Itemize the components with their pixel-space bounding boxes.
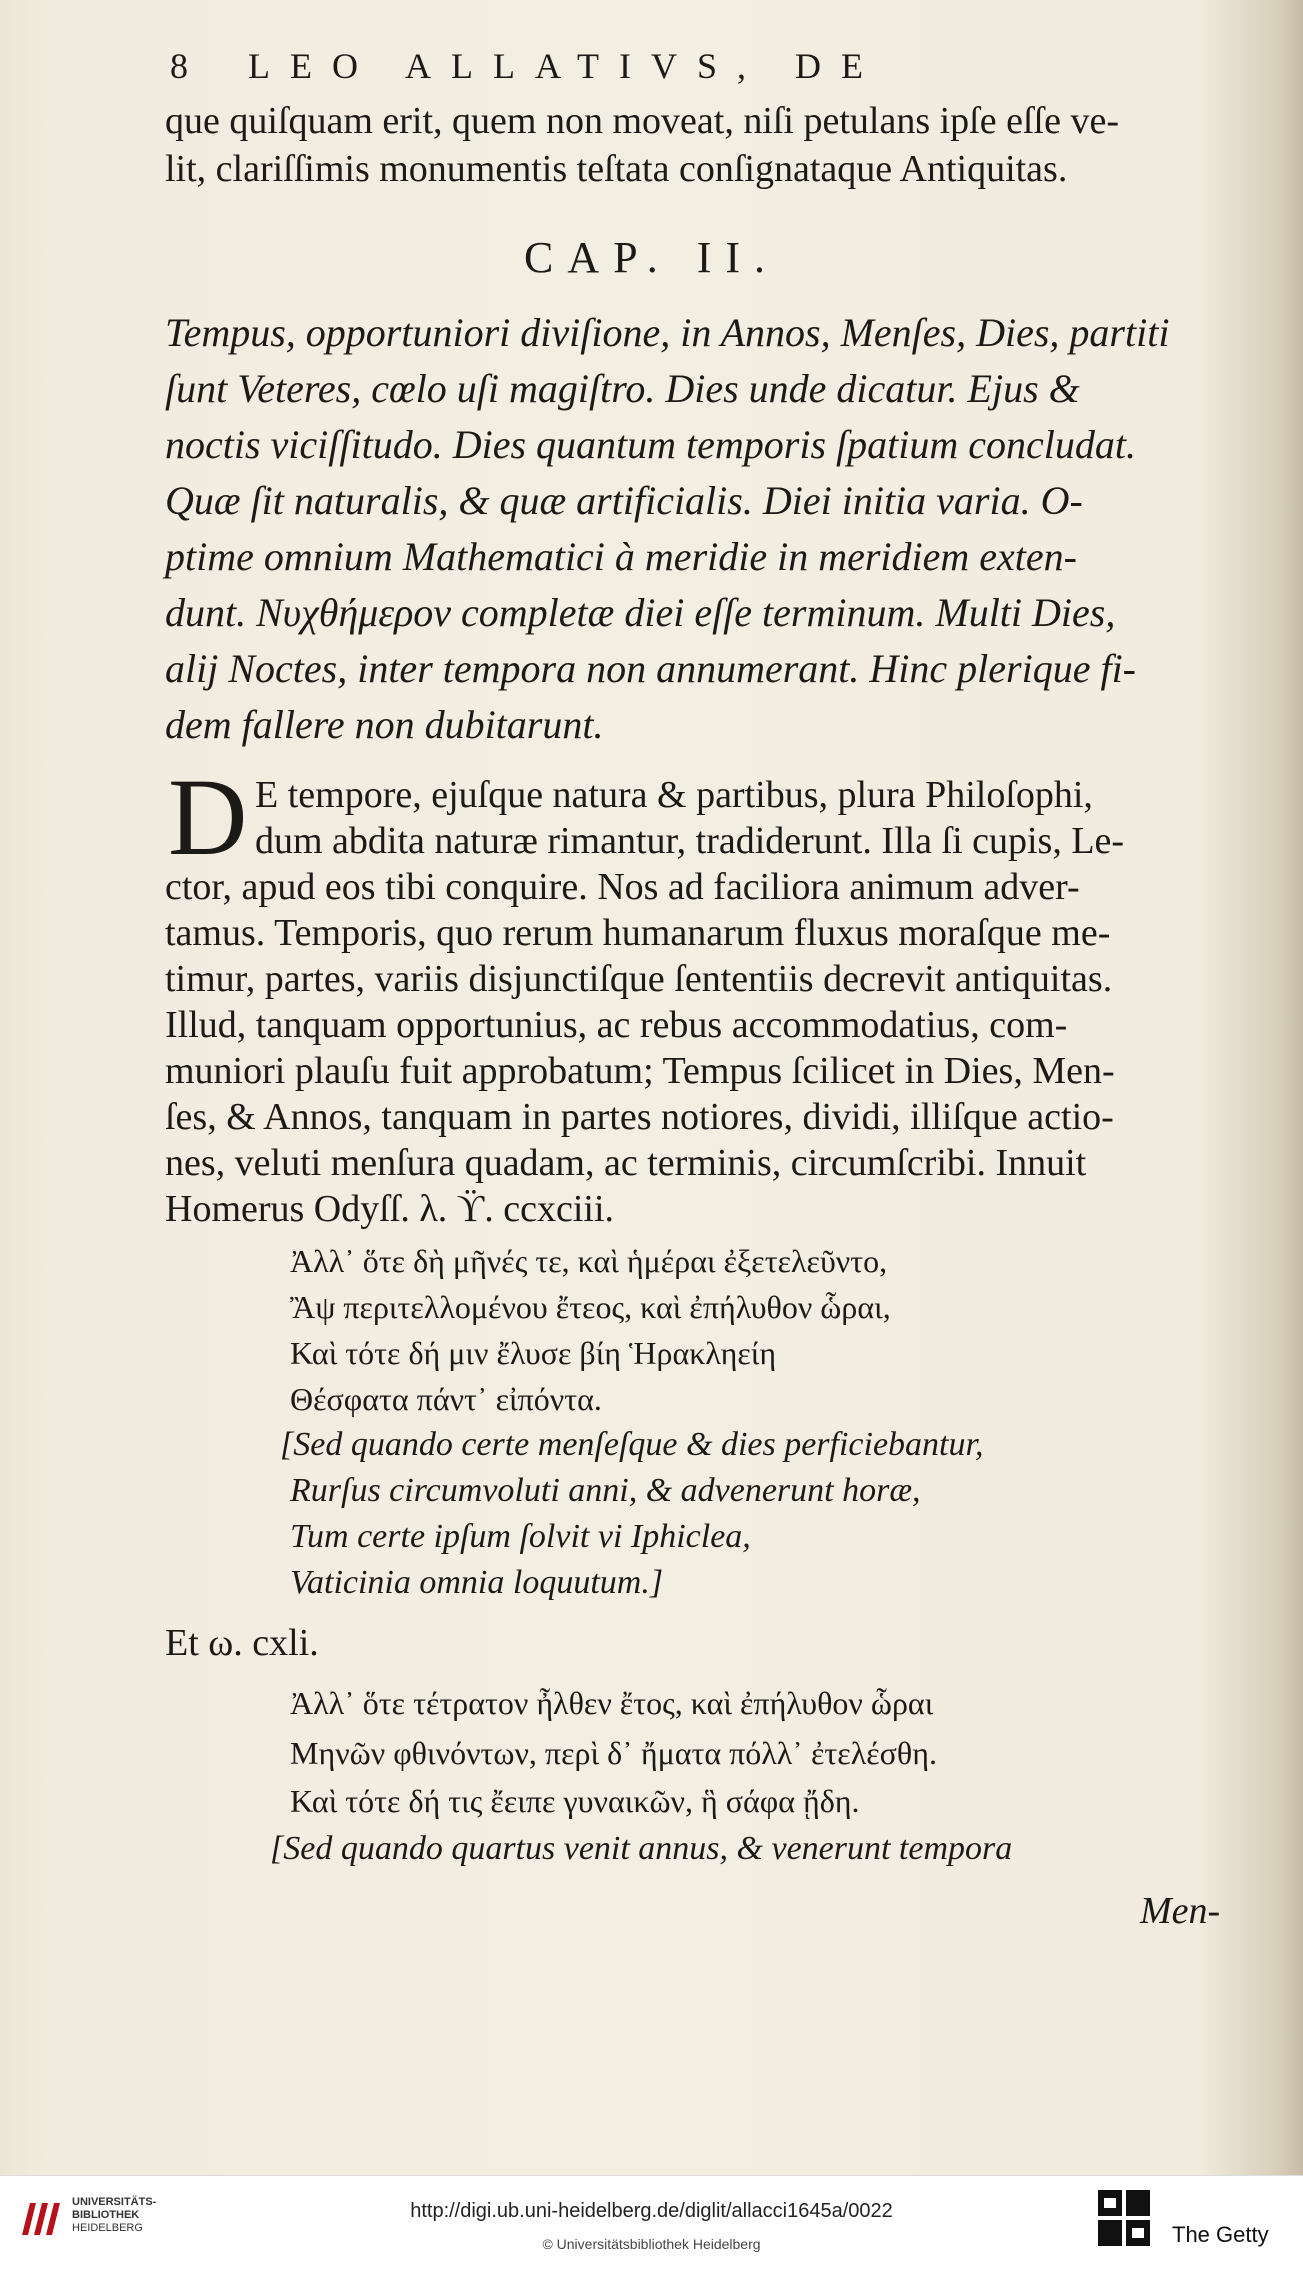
getty-logo-icon <box>1098 2190 1150 2246</box>
greek-verse: Μηνῶν φθινόντων, περὶ δ᾽ ἤματα πόλλ᾽ ἐτελέσθη. <box>290 1735 937 1771</box>
drop-cap: D <box>168 756 248 878</box>
body-line: Illud, tanquam opportunius, ac rebus accommodatius, com- <box>165 1004 1068 1046</box>
body-line: timur, partes, variis disjunctiſque ſententiis decrevit antiquitas. <box>165 958 1113 1000</box>
library-name-line: UNIVERSITÄTS- <box>72 2196 157 2208</box>
library-name-line: HEIDELBERG <box>72 2222 143 2234</box>
catchword: Men- <box>1140 1890 1221 1932</box>
latin-verse: [Sed quando certe menſeſque & dies perficiebantur, <box>280 1426 984 1463</box>
greek-verse: Καὶ τότε δή τις ἔειπε γυναικῶν, ἣ σάφα ᾔδη. <box>290 1783 860 1819</box>
body-line: Homerus Odyſſ. λ. ϔ. ccxciii. <box>165 1188 615 1230</box>
latin-verse: [Sed quando quartus venit annus, & venerunt tempora <box>270 1830 1013 1867</box>
summary-line: Quæ ſit naturalis, & quæ artificialis. Diei initia varia. O- <box>165 478 1083 523</box>
summary-line: alij Noctes, inter tempora non annumerant. Hinc plerique fi- <box>165 646 1136 691</box>
summary-line: ſunt Veteres, cœlo uſi magiſtro. Dies unde dicatur. Ejus & <box>165 366 1080 411</box>
running-head <box>170 45 1090 87</box>
summary-line: Tempus, opportuniori diviſione, in Annos, Menſes, Dies, partiti <box>165 310 1170 355</box>
greek-verse: Ἀλλ᾽ ὅτε τέτρατον ἦλθεν ἔτος, καὶ ἐπήλυθον ὧραι <box>290 1685 934 1721</box>
body-line: ſes, & Annos, tanquam in partes notiores, dividi, illiſque actio- <box>165 1096 1114 1138</box>
greek-verse: Ἀλλ᾽ ὅτε δὴ μῆνές τε, καὶ ἡμέραι ἐξετελεῦντο, <box>290 1243 888 1279</box>
summary-line: dunt. Νυχθήμερον completæ diei eſſe terminum. Multi Dies, <box>165 590 1116 635</box>
sponsor-name: The Getty <box>1172 2222 1269 2247</box>
chapter-title: CAP. II. <box>523 233 780 282</box>
body-line: tamus. Temporis, quo rerum humanarum fluxus moraſque me- <box>165 912 1111 954</box>
body-line: dum abdita naturæ rimantur, tradiderunt. Illa ſi cupis, Le- <box>255 820 1125 862</box>
summary-line: dem fallere non dubitarunt. <box>165 702 604 747</box>
latin-verse: Rurſus circumvoluti anni, & advenerunt horæ, <box>290 1472 921 1509</box>
library-name-line: BIBLIOTHEK <box>72 2209 140 2221</box>
greek-verse: Θέσφατα πάντ᾽ εἰπόντα. <box>290 1381 602 1417</box>
running-title: LEO ALLATIVS, DE <box>248 46 883 86</box>
latin-verse: Vaticinia omnia loquutum.] <box>290 1564 664 1601</box>
summary-line: noctis viciſſitudo. Dies quantum temporis ſpatium concludat. <box>165 422 1137 467</box>
text-line: que quiſquam erit, quem non moveat, niſi petulans ipſe eſſe ve- <box>165 100 1119 142</box>
body-line: ctor, apud eos tibi conquire. Nos ad faciliora animum adver- <box>165 866 1080 908</box>
greek-verse: Ἂψ περιτελλομένου ἔτεος, καὶ ἐπήλυθον ὧραι, <box>290 1289 891 1325</box>
text-line: lit, clariſſimis monumentis teſtata conſignataque Antiquitas. <box>165 148 1068 190</box>
latin-verse: Tum certe ipſum ſolvit vi Iphiclea, <box>290 1518 751 1555</box>
copyright-notice: © Universitätsbibliothek Heidelberg <box>542 2236 761 2252</box>
folio-number: 8 <box>170 46 188 86</box>
body-line: muniori plauſu fuit approbatum; Tempus ſcilicet in Dies, Men- <box>165 1050 1115 1092</box>
et-reference: Et ω. cxli. <box>165 1622 319 1664</box>
body-line: nes, veluti menſura quadam, ac terminis, circumſcribi. Innuit <box>165 1142 1087 1184</box>
summary-line: ptime omnium Mathematici à meridie in meridiem exten- <box>165 534 1077 579</box>
body-line: E tempore, ejuſque natura & partibus, plura Philoſophi, <box>255 774 1093 816</box>
greek-verse: Καὶ τότε δή μιν ἔλυσε βίη Ἡρακληείη <box>290 1335 777 1371</box>
permalink-url[interactable]: http://digi.ub.uni-heidelberg.de/diglit/allacci1645a/0022 <box>410 2200 893 2222</box>
